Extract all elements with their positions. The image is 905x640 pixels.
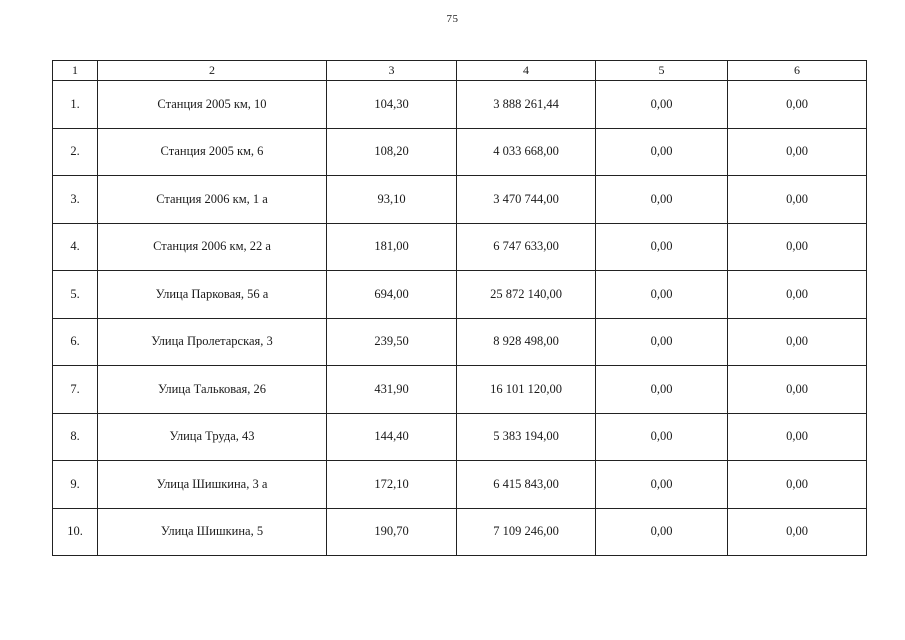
value-cell-6: 0,00: [728, 413, 867, 461]
table-row: [53, 508, 867, 556]
value-cell-3: 93,10: [327, 176, 457, 224]
value-cell-5: 0,00: [596, 176, 728, 224]
value-cell-6: 0,00: [728, 223, 867, 271]
row-number-cell: 9.: [53, 461, 98, 509]
row-number-cell: 5.: [53, 271, 98, 319]
address-cell: Улица Тальковая, 26: [98, 366, 327, 414]
value-cell-3: 172,10: [327, 461, 457, 509]
value-cell-4: 7 109 246,00: [457, 508, 596, 556]
value-cell-4: 3 888 261,44: [457, 81, 596, 129]
address-cell: Станция 2006 км, 22 а: [98, 223, 327, 271]
header-row: [53, 61, 867, 81]
table-row: [53, 271, 867, 319]
address-cell: Улица Шишкина, 3 а: [98, 461, 327, 509]
value-cell-3: 108,20: [327, 128, 457, 176]
value-cell-3: 104,30: [327, 81, 457, 129]
table-row: [53, 461, 867, 509]
value-cell-4: 6 747 633,00: [457, 223, 596, 271]
header-cell-2: 2: [98, 61, 327, 81]
table-row: [53, 128, 867, 176]
table-row: [53, 81, 867, 129]
value-cell-4: 25 872 140,00: [457, 271, 596, 319]
header-cell-5: 5: [596, 61, 728, 81]
value-cell-6: 0,00: [728, 366, 867, 414]
row-number-cell: 8.: [53, 413, 98, 461]
value-cell-5: 0,00: [596, 223, 728, 271]
table-row: [53, 366, 867, 414]
value-cell-5: 0,00: [596, 318, 728, 366]
table-body: [53, 81, 867, 556]
value-cell-3: 181,00: [327, 223, 457, 271]
value-cell-5: 0,00: [596, 413, 728, 461]
address-cell: Станция 2006 км, 1 а: [98, 176, 327, 224]
value-cell-3: 694,00: [327, 271, 457, 319]
value-cell-6: 0,00: [728, 271, 867, 319]
value-cell-4: 5 383 194,00: [457, 413, 596, 461]
table-row: [53, 223, 867, 271]
value-cell-3: 431,90: [327, 366, 457, 414]
row-number-cell: 1.: [53, 81, 98, 129]
row-number-cell: 7.: [53, 366, 98, 414]
header-cell-3: 3: [327, 61, 457, 81]
address-cell: Улица Парковая, 56 а: [98, 271, 327, 319]
value-cell-3: 190,70: [327, 508, 457, 556]
address-cell: Улица Шишкина, 5: [98, 508, 327, 556]
table-header: [53, 61, 867, 81]
value-cell-5: 0,00: [596, 128, 728, 176]
header-cell-6: 6: [728, 61, 867, 81]
header-cell-1: 1: [53, 61, 98, 81]
value-cell-5: 0,00: [596, 81, 728, 129]
data-table: [52, 60, 867, 556]
value-cell-4: 8 928 498,00: [457, 318, 596, 366]
value-cell-5: 0,00: [596, 366, 728, 414]
row-number-cell: 10.: [53, 508, 98, 556]
value-cell-5: 0,00: [596, 271, 728, 319]
address-cell: Улица Труда, 43: [98, 413, 327, 461]
address-cell: Улица Пролетарская, 3: [98, 318, 327, 366]
value-cell-6: 0,00: [728, 508, 867, 556]
value-cell-6: 0,00: [728, 176, 867, 224]
value-cell-6: 0,00: [728, 81, 867, 129]
value-cell-4: 16 101 120,00: [457, 366, 596, 414]
table-row: [53, 176, 867, 224]
value-cell-5: 0,00: [596, 461, 728, 509]
row-number-cell: 2.: [53, 128, 98, 176]
value-cell-3: 144,40: [327, 413, 457, 461]
value-cell-4: 3 470 744,00: [457, 176, 596, 224]
value-cell-4: 6 415 843,00: [457, 461, 596, 509]
table-row: [53, 413, 867, 461]
value-cell-6: 0,00: [728, 461, 867, 509]
row-number-cell: 3.: [53, 176, 98, 224]
value-cell-5: 0,00: [596, 508, 728, 556]
row-number-cell: 4.: [53, 223, 98, 271]
row-number-cell: 6.: [53, 318, 98, 366]
table-row: [53, 318, 867, 366]
value-cell-3: 239,50: [327, 318, 457, 366]
value-cell-6: 0,00: [728, 318, 867, 366]
value-cell-4: 4 033 668,00: [457, 128, 596, 176]
value-cell-6: 0,00: [728, 128, 867, 176]
page-number: 75: [446, 13, 459, 25]
address-cell: Станция 2005 км, 6: [98, 128, 327, 176]
address-cell: Станция 2005 км, 10: [98, 81, 327, 129]
header-cell-4: 4: [457, 61, 596, 81]
